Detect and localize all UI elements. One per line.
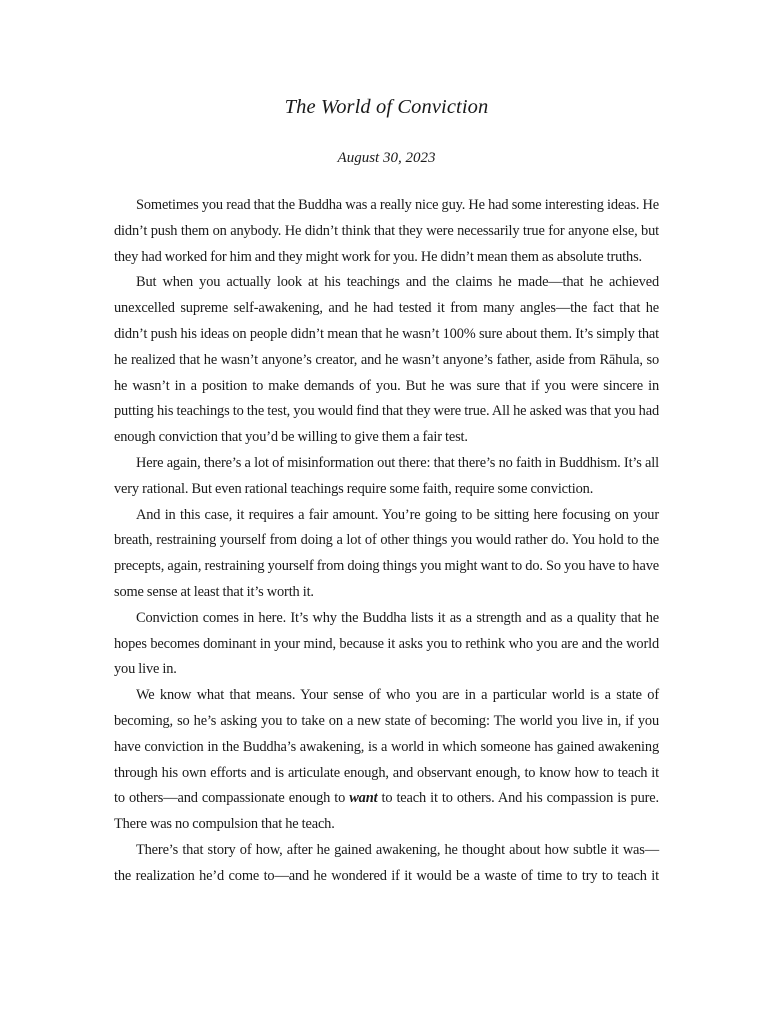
document-date: August 30, 2023 [337,150,436,166]
paragraph: Here again, there’s a lot of misinformation out there: that there’s no faith in Buddhism. It’s all very rational. But even rational teachings require some faith, require some conviction. [114,454,659,497]
paragraph: Conviction comes in here. It’s why the Buddha lists it as a strength and as a quality that he hopes becomes dominant in your mind, because it asks you to rethink who you are and the world you live in. [114,609,659,678]
paragraph-text: to teach it to others. And his compassion is pure. There was no compulsion that he teach. [114,790,659,833]
paragraph: And in this case, it requires a fair amount. You’re going to be sitting here focusing on your breath, restraining yourself from doing a lot of other things you would rather do. You hold to the precepts, again, restraining yourself from doing things you might want to do. So you have to have some sense at least that it’s worth it. [114,506,659,600]
paragraph-text: We know what that means. Your sense of who you are in a particular world is a state of becoming, so he’s asking you to take on a new state of becoming: The world you live in, if you have conviction in the Buddha’s awakening, is a world in which someone has gained awakening through his own efforts and is articulate enough, and observant enough, to know how to teach it to others—and compassionate enough to [114,687,659,807]
paragraph: Sometimes you read that the Buddha was a really nice guy. He had some interesting ideas. He didn’t push them on anybody. He didn’t think that they were necessarily true for anyone else, but they had worked for him and they might work for you. He didn’t mean them as absolute truths. [114,197,659,265]
paragraph: But when you actually look at his teachings and the claims he made—that he achieved unexcelled supreme self-awakening, and he had tested it from many angles—the fact that he didn’t push his ideas on people didn’t mean that he wasn’t 100% sure about them. It’s simply that he realized that he wasn’t anyone’s creator, and he wasn’t anyone’s father, aside from Rāhula, so he wasn’t in a position to make demands of you. But he was sure that if you were sincere in putting his teachings to the test, you would find that they were true. All he asked was that you had enough conviction that you’d be willing to give them a fair test. [114,274,659,446]
emphasized-word: want [349,790,378,807]
document-title: The World of Conviction [284,96,489,118]
paragraph: There’s that story of how, after he gained awakening, he thought about how subtle it was—the realization he’d come to—and he wondered if it would be a waste of time to try to teach it [114,841,659,884]
document-body [114,193,659,890]
paragraph [114,683,659,838]
